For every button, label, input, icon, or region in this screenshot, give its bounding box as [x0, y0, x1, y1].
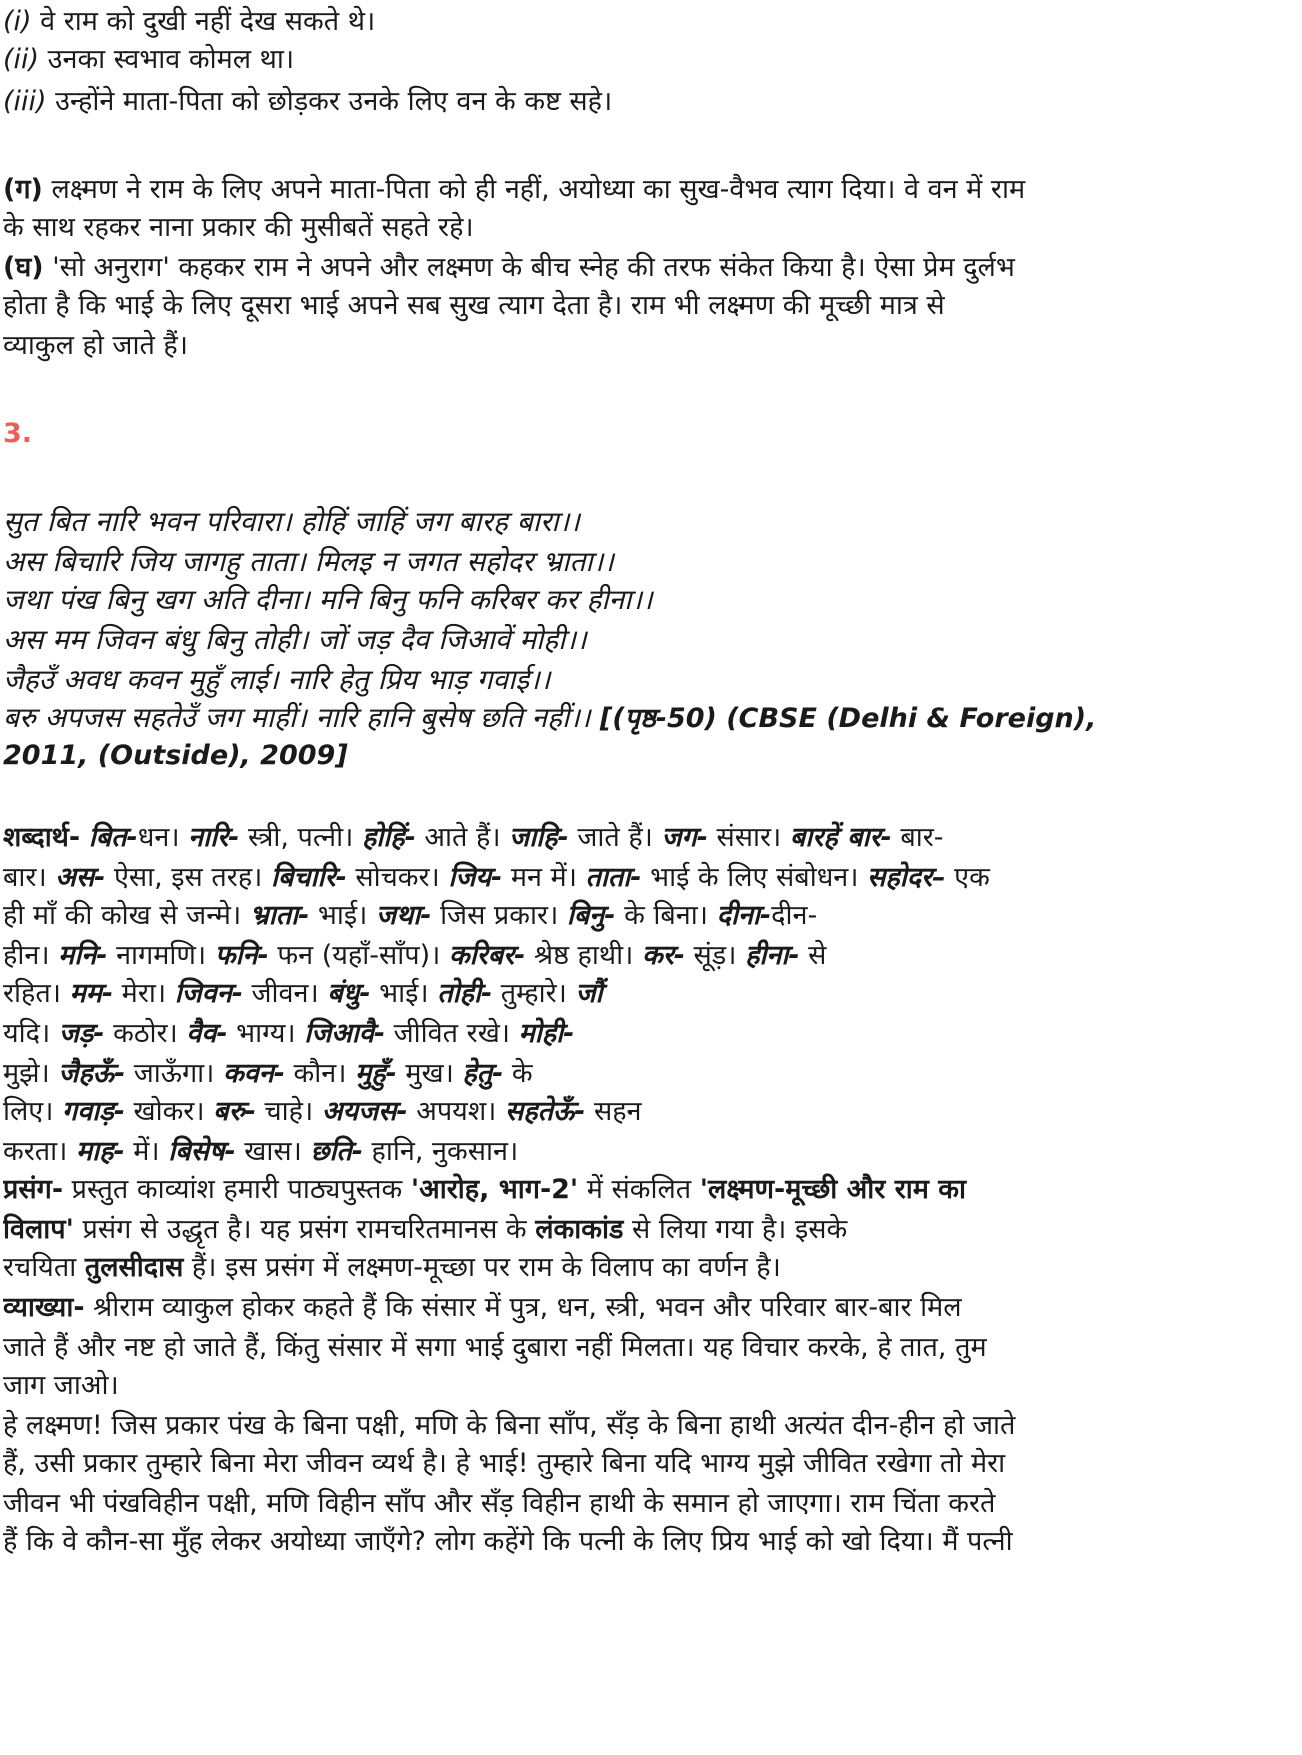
- glossary-term: जाहि-: [509, 822, 569, 853]
- glossary-meaning: चाहे।: [255, 1096, 322, 1127]
- glossary-term: वैव-: [186, 1018, 228, 1049]
- glossary-meaning: के: [503, 1058, 533, 1089]
- point-label: (ii): [3, 44, 40, 75]
- glossary-term: दीना-: [716, 900, 772, 931]
- section-number: [3, 412, 1296, 456]
- glossary-meaning: बार।: [3, 862, 56, 893]
- glossary-term: ताता-: [585, 862, 642, 893]
- vyakhya-line-1: [3, 1286, 1296, 1330]
- section-number-text: 3.: [3, 418, 33, 449]
- point-label: (i): [3, 6, 32, 37]
- glossary-term: गवाड़-: [62, 1096, 125, 1127]
- answer-text: 'सो अनुराग' कहकर राम ने अपने और लक्ष्मण के बीच स्नेह की तरफ संकेत किया है। ऐसा प्रेम दुर्लभ: [43, 252, 1015, 283]
- reference: 2011, (Outside), 2009]: [3, 740, 348, 771]
- verse-line: बरु अपजस सहतेउँ जग माहीं। नारि हानि बुसेष छति नहीं।।: [3, 701, 591, 734]
- glossary-line: [3, 1090, 1296, 1134]
- glossary-meaning: में।: [124, 1136, 169, 1167]
- glossary-meaning: नागमणि।: [107, 940, 215, 971]
- glossary-term: मम-: [69, 978, 114, 1009]
- glossary-term: मनि-: [58, 940, 108, 971]
- glossary-term: मोही-: [518, 1018, 575, 1049]
- verse-line: सुत बित नारि भवन परिवारा। होहिं जाहिं जग बारह बारा।।: [3, 505, 580, 538]
- glossary-meaning: एक: [945, 862, 990, 893]
- glossary-term: बिनु-: [566, 900, 616, 931]
- glossary-line: [3, 972, 1296, 1016]
- glossary-term: बित-: [88, 822, 138, 853]
- glossary-term: सहतेऊँ-: [505, 1096, 586, 1127]
- verse-line: जथा पंख बिनु खग अति दीना। मनि बिनु फनि करिबर कर हीना।।: [3, 583, 653, 616]
- glossary-meaning: सोचकर।: [346, 862, 449, 893]
- prasang-line: [3, 1168, 1296, 1212]
- point-text: उनका स्वभाव कोमल था।: [39, 44, 295, 75]
- glossary-term: होहिं-: [361, 822, 416, 853]
- glossary-meaning: सहन: [585, 1096, 642, 1127]
- answer-text: लक्ष्मण ने राम के लिए अपने माता-पिता को ही नहीं, अयोध्या का सुख-वैभव त्याग दिया। वे वन में राम: [42, 174, 1026, 205]
- vyakhya-text: श्रीराम व्याकुल होकर कहते हैं कि संसार में पुत्र, धन, स्त्री, भवन और परिवार बार-बार मिल: [84, 1292, 962, 1323]
- glossary-term: अस-: [55, 862, 106, 893]
- glossary-meaning: कौन।: [284, 1058, 356, 1089]
- vyakhya-line-7: हैं कि वे कौन-सा मुँह लेकर अयोध्या जाएँगे? लोग कहेंगे कि पत्नी के लिए प्रिय भाई को खो दिया। मैं पत्नी: [3, 1526, 1013, 1557]
- emphasis-text: 'लक्ष्मण-मूच्छी और राम का: [699, 1174, 967, 1205]
- glossary-meaning: हैं। इस प्रसंग में लक्ष्मण-मूच्छा पर राम के विलाप का वर्णन है।: [183, 1252, 781, 1283]
- glossary-meaning: भाई।: [309, 900, 376, 931]
- glossary-term: जिआवै-: [304, 1018, 386, 1049]
- glossary-term: हेतु-: [462, 1058, 504, 1089]
- glossary-line: [3, 1012, 1296, 1056]
- answer-gha-line-2: [3, 284, 1296, 328]
- glossary-meaning: भाई के लिए संबोधन।: [641, 862, 868, 893]
- glossary-term: हीना-: [745, 940, 800, 971]
- glossary-line: [3, 894, 1296, 938]
- glossary-meaning: प्रस्तुत काव्यांश हमारी पाठ्यपुस्तक: [71, 1174, 411, 1205]
- point-text: उन्होंने माता-पिता को छोड़कर उनके लिए वन के कष्ट सहे।: [46, 86, 613, 117]
- glossary-meaning: मुझे।: [3, 1058, 59, 1089]
- emphasis-text: तुलसीदास: [84, 1252, 184, 1283]
- glossary-meaning: जिस प्रकार।: [431, 900, 567, 931]
- answer-gha-line-3: [3, 324, 1296, 368]
- glossary-meaning: फन (यहाँ-साँप)।: [268, 940, 449, 971]
- glossary-meaning: जीवित रखे।: [385, 1018, 519, 1049]
- glossary-meaning: मन में।: [502, 862, 586, 893]
- glossary-term: जिय-: [448, 862, 503, 893]
- glossary-meaning: मेरा।: [113, 978, 175, 1009]
- glossary-meaning: दीन-: [771, 900, 818, 931]
- glossary-term: कवन-: [222, 1058, 285, 1089]
- glossary-meaning: भाई।: [370, 978, 438, 1009]
- verse-line: जैहउँ अवध कवन मुहुँ लाई। नारि हेतु प्रिय भाड़ गवाई।।: [3, 663, 551, 696]
- glossary-meaning: धन।: [137, 822, 189, 853]
- emphasis-text: लंकाकांड: [535, 1214, 624, 1245]
- glossary-term: माह-: [75, 1136, 125, 1167]
- glossary-term: भ्राता-: [249, 900, 310, 931]
- glossary-term: तोही-: [437, 978, 493, 1009]
- verse-line: अस मम जिवन बंधु बिनु तोही। जों जड़ दैव जिआवें मोही।।: [3, 623, 587, 656]
- glossary-meaning: जाऊँगा।: [125, 1058, 223, 1089]
- glossary-meaning: जीवन।: [242, 978, 328, 1009]
- glossary-meaning: श्रेष्ठ हाथी।: [525, 940, 642, 971]
- glossary-meaning: ही माँ की कोख से जन्मे।: [3, 900, 250, 931]
- glossary-meaning: तुम्हारे।: [492, 978, 576, 1009]
- glossary-meaning: रहित।: [3, 978, 70, 1009]
- glossary-term: अयजस-: [321, 1096, 408, 1127]
- glossary-meaning: स्त्री, पत्नी।: [239, 822, 362, 853]
- glossary-meaning: जाते हैं।: [568, 822, 662, 853]
- glossary-term: करिबर-: [448, 940, 526, 971]
- emphasis-text: 'आरोह, भाग-2': [410, 1174, 579, 1205]
- glossary-meaning: यदि।: [3, 1018, 59, 1049]
- vyakhya-line-6: जीवन भी पंखविहीन पक्षी, मणि विहीन साँप और सँड़ विहीन हाथी के समान हो जाएगा। राम चिंता करते: [3, 1488, 996, 1519]
- glossary-term: बिसेष-: [168, 1136, 236, 1167]
- vyakhya-line-3: जाग जाओ।: [3, 1370, 119, 1401]
- vyakhya-line-2: जाते हैं और नष्ट हो जाते हैं, किंतु संसार में सगा भाई दुबारा नहीं मिलता। यह विचार करके, हे तात, तुम: [3, 1332, 987, 1363]
- glossary-meaning: करता।: [3, 1136, 76, 1167]
- emphasis-text: विलाप': [3, 1214, 74, 1245]
- glossary-term: मुहुँ-: [355, 1058, 397, 1089]
- answer-text: व्याकुल हो जाते हैं।: [3, 330, 188, 361]
- glossary-meaning: हानि, नुकसान।: [362, 1136, 519, 1167]
- glossary-term: नारि-: [188, 822, 240, 853]
- point-iii: [3, 80, 1296, 124]
- glossary-meaning: कठोर।: [104, 1018, 187, 1049]
- glossary-meaning: रचयिता: [3, 1252, 85, 1283]
- vyakhya-line-4: हे लक्ष्मण! जिस प्रकार पंख के बिना पक्षी, मणि के बिना साँप, सँड़ के बिना हाथी अत्यंत दीन-हीन हो जाते: [3, 1410, 1016, 1441]
- glossary-line: [3, 816, 1296, 860]
- glossary-term: जथा-: [375, 900, 432, 931]
- glossary-meaning: खोकर।: [124, 1096, 214, 1127]
- glossary-meaning: में संकलित: [578, 1174, 700, 1205]
- glossary-meaning: बार-: [891, 822, 944, 853]
- point-ii: [3, 38, 1296, 82]
- glossary-meaning: से: [799, 940, 827, 971]
- glossary-term: जड़-: [58, 1018, 105, 1049]
- glossary-heading: शब्दार्थ-: [3, 822, 81, 853]
- vyakhya-line-5: हैं, उसी प्रकार तुम्हारे बिना मेरा जीवन व्यर्थ है। हे भाई! तुम्हारे बिना यदि भाग्य मुझे जीवित रखेगा तो मेरा: [3, 1448, 1006, 1479]
- answer-label: (ग): [3, 174, 43, 205]
- glossary-meaning: भाग्य।: [227, 1018, 305, 1049]
- glossary-meaning: अपयश।: [407, 1096, 505, 1127]
- prasang-heading: प्रसंग-: [3, 1174, 64, 1205]
- answer-text: के साथ रहकर नाना प्रकार की मुसीबतें सहते रहे।: [3, 212, 474, 243]
- glossary-meaning: ऐसा, इस तरह।: [105, 862, 271, 893]
- glossary-meaning: से लिया गया है। इसके: [623, 1214, 848, 1245]
- glossary-meaning: लिए।: [3, 1096, 63, 1127]
- point-text: वे राम को दुखी नहीं देख सकते थे।: [31, 6, 376, 37]
- glossary-term: जग-: [661, 822, 708, 853]
- glossary-term: जिवन-: [174, 978, 243, 1009]
- reference-line-2: [3, 734, 1296, 778]
- glossary-meaning: सूंड़।: [684, 940, 746, 971]
- glossary-term: बिचारि-: [270, 862, 347, 893]
- glossary-term: कर-: [641, 940, 685, 971]
- glossary-term: जौं: [575, 978, 603, 1009]
- glossary-meaning: संसार।: [707, 822, 790, 853]
- glossary-term: जैहऊँ-: [58, 1058, 126, 1089]
- glossary-meaning: आते हैं।: [415, 822, 510, 853]
- verse-line: अस बिचारि जिय जागहु ताता। मिलइ न जगत सहोदर भ्राता।।: [3, 545, 614, 578]
- glossary-meaning: मुख।: [396, 1058, 463, 1089]
- glossary-term: बरु-: [213, 1096, 256, 1127]
- vyakhya-heading: व्याख्या-: [3, 1292, 85, 1323]
- glossary-term: फनि-: [214, 940, 269, 971]
- glossary-term: छति-: [310, 1136, 363, 1167]
- reference: [(पृष्ठ-50) (CBSE (Delhi & Foreign),: [590, 703, 1097, 734]
- glossary-meaning: खास।: [235, 1136, 311, 1167]
- glossary-meaning: प्रसंग से उद्धृत है। यह प्रसंग रामचरितमानस के: [73, 1214, 536, 1245]
- glossary-meaning: के बिना।: [615, 900, 717, 931]
- answer-text: होता है कि भाई के लिए दूसरा भाई अपने सब सुख त्याग देता है। राम भी लक्ष्मण की मूच्छी मात्र से: [3, 290, 945, 321]
- point-label: (iii): [3, 86, 47, 117]
- glossary-term: सहोदर–: [867, 862, 946, 893]
- glossary-term: बंधु-: [327, 978, 371, 1009]
- prasang-line: [3, 1246, 1296, 1290]
- answer-ga-line-2: [3, 206, 1296, 250]
- answer-label: (घ): [3, 252, 44, 283]
- glossary-meaning: हीन।: [3, 940, 59, 971]
- glossary-term: बारहें बार-: [789, 822, 892, 853]
